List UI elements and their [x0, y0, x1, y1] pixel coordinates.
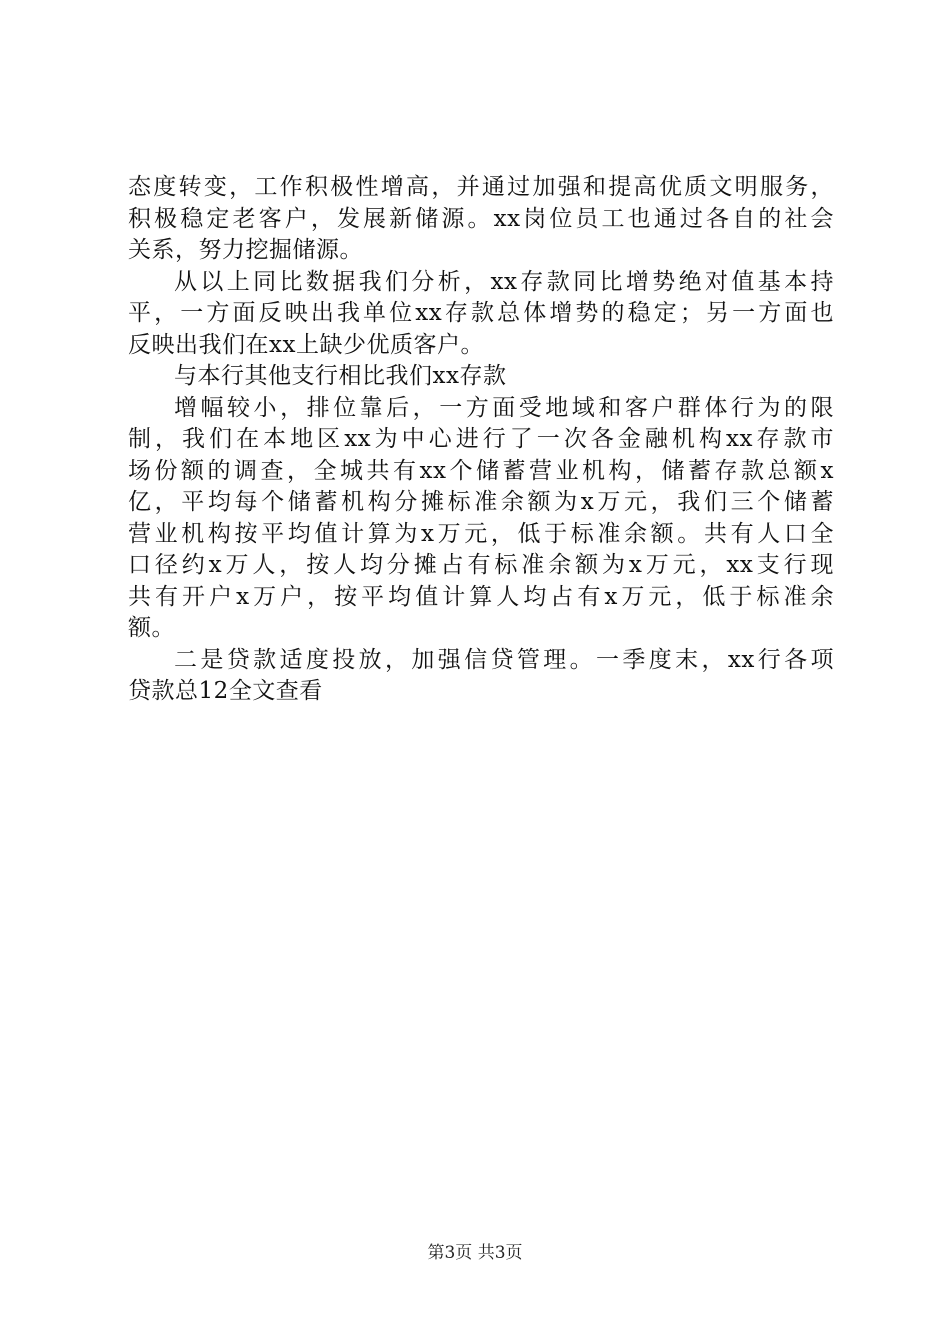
text-line: 共有开户x万户，按平均值计算人均占有x万元，低于标准余 [128, 583, 834, 610]
text-line: 贷款总12全文查看 [128, 678, 323, 704]
paragraph-start-line: 与本行其他支行相比我们xx存款 [174, 363, 507, 389]
paragraph-start-line: 二是贷款适度投放，加强信贷管理。一季度末，xx行各项 [174, 646, 834, 673]
text-line: 亿，平均每个储蓄机构分摊标准余额为x万元，我们三个储蓄 [128, 489, 834, 515]
text-line: 场份额的调查，全城共有xx个储蓄营业机构，储蓄存款总额x [128, 457, 834, 484]
paragraph-start-line: 增幅较小，排位靠后，一方面受地域和客户群体行为的限 [174, 394, 834, 421]
text-line: 态度转变，工作积极性增高，并通过加强和提高优质文明服务， [128, 174, 834, 200]
text-line: 关系，努力挖掘储源。 [128, 237, 363, 263]
text-line: 反映出我们在xx上缺少优质客户。 [128, 331, 484, 358]
body-text [128, 172, 834, 708]
text-line: 制，我们在本地区xx为中心进行了一次各金融机构xx存款市 [128, 426, 834, 452]
text-line: 口径约x万人，按人均分摊占有标准余额为x万元，xx支行现 [128, 552, 834, 578]
text-line: 额。 [128, 615, 175, 641]
text-line: 营业机构按平均值计算为x万元，低于标准余额。共有人口全 [128, 520, 834, 547]
text-line: 积极稳定老客户，发展新储源。xx岗位员工也通过各自的社会 [128, 205, 834, 232]
page-number-footer: 第3页 共3页 [427, 1243, 523, 1263]
text-line: 平，一方面反映出我单位xx存款总体增势的稳定；另一方面也 [128, 300, 834, 326]
paragraph-start-line: 从以上同比数据我们分析，xx存款同比增势绝对值基本持 [174, 268, 834, 295]
